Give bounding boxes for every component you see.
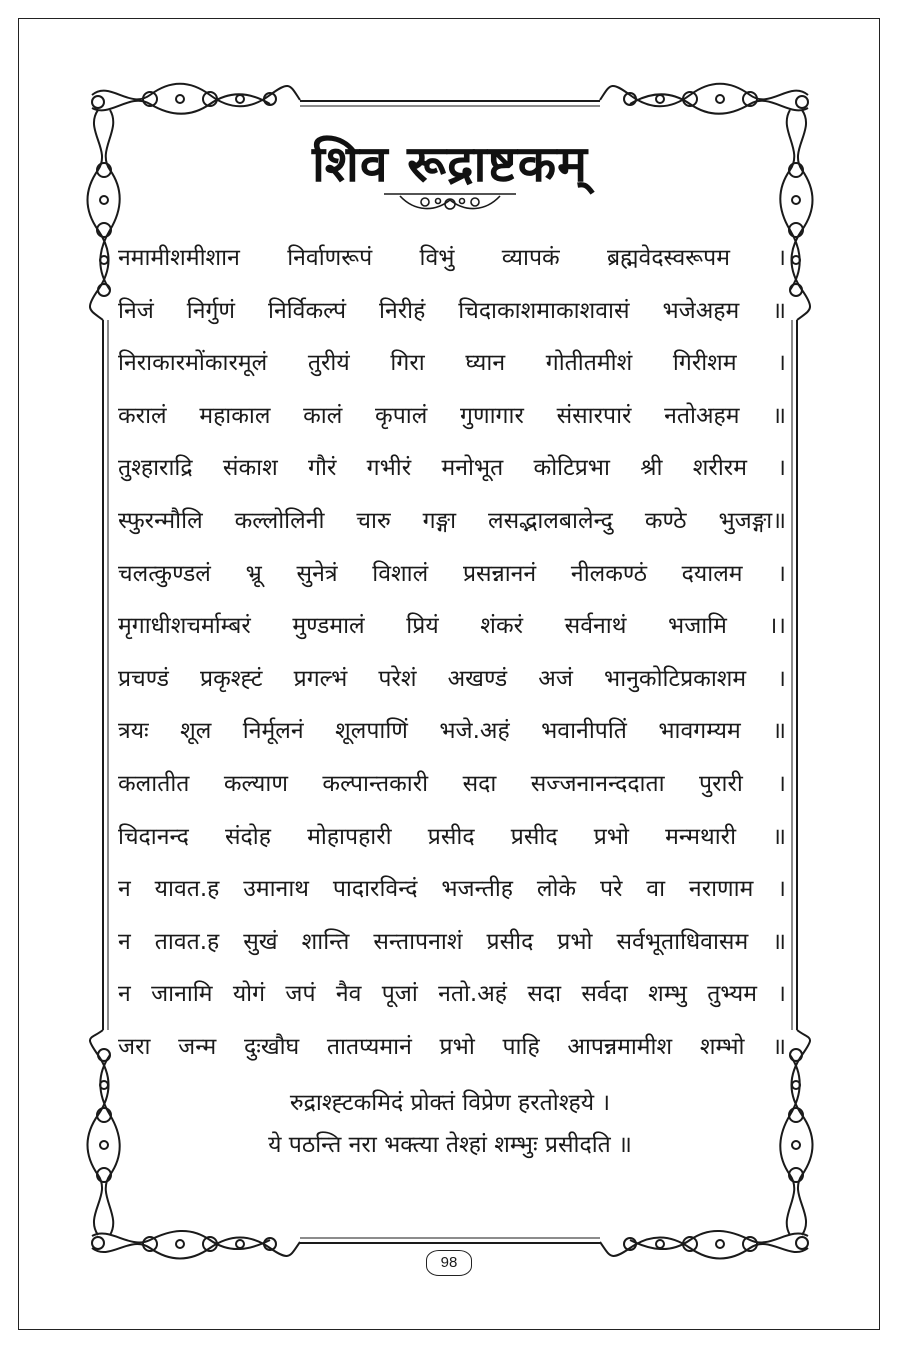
closing-line: ये पठन्ति नरा भक्त्या तेश्हां शम्भुः प्रसीदति ॥ [268, 1132, 632, 1158]
verse-line: स्फुरन्मौलि कल्लोलिनी चारु गङ्गा लसद्भालबालेन्दु कण्ठे भुजङ्गा॥ [118, 507, 786, 534]
closing-line: रुद्राश्ह्टकमिदं प्रोक्तं विप्रेण हरतोश्हये । [289, 1090, 611, 1116]
verse-line: चिदानन्द संदोह मोहापहारी प्रसीद प्रसीद प्रभो मन्मथारी ॥ [118, 823, 786, 850]
verse-line: न जानामि योगं जपं नैव पूजां नतो.अहं सदा सर्वदा शम्भु तुभ्यम । [118, 981, 786, 1008]
title-underline-flourish [380, 188, 520, 214]
verse-line: तुश्हाराद्रि संकाश गौरं गभीरं मनोभूत कोटिप्रभा श्री शरीरम । [118, 455, 786, 482]
bottom-flourish-right [600, 1231, 808, 1259]
verse-line: निजं निर्गुणं निर्विकल्पं निरीहं चिदाकाशमाकाशवासं भजेअहम ॥ [118, 297, 786, 324]
verse-line: कलातीत कल्याण कल्पान्तकारी सदा सज्जनानन्ददाता पुरारी । [118, 770, 786, 797]
verse-line: न तावत.ह सुखं शान्ति सन्तापनाशं प्रसीद प्रभो सर्वभूताधिवासम ॥ [118, 928, 786, 955]
verse-line: जरा जन्म दुःखौघ तातप्यमानं प्रभो पाहि आपन्नमामीश शम्भो ॥ [118, 1033, 786, 1060]
verse-line: निराकारमोंकारमूलं तुरीयं गिरा घ्यान गोतीतमीशं गिरीशम । [118, 350, 786, 377]
page-title: शिव रूद्राष्टकम् [311, 135, 588, 193]
verse-line: नमामीशमीशान निर्वाणरूपं विभुं व्यापकं ब्रह्मवेदस्वरूपम । [118, 245, 786, 271]
top-flourish-left [92, 84, 300, 114]
verse-line: करालं महाकाल कालं कृपालं गुणागार संसारपारं नतोअहम ॥ [118, 402, 786, 429]
verse-line: न यावत.ह उमानाथ पादारविन्दं भजन्तीह लोके परे वा नराणाम । [118, 876, 786, 903]
verse-line: चलत्कुण्डलं भ्रू सुनेत्रं विशालं प्रसन्नाननं नीलकण्ठं दयालम । [118, 560, 786, 587]
verse-line: प्रचण्डं प्रकृश्ह्टं प्रगल्भं परेशं अखण्डं अजं भानुकोटिप्रकाशम । [118, 665, 786, 692]
closing-shloka [0, 1082, 900, 1166]
verse-line: मृगाधीशचर्माम्बरं मुण्डमालं प्रियं शंकरं सर्वनाथं भजामि ।। [118, 613, 786, 640]
verse-line: त्रयः शूल निर्मूलनं शूलपाणिं भजे.अहं भवानीपतिं भावगम्यम ॥ [118, 718, 786, 745]
bottom-flourish-left [92, 1231, 300, 1259]
page-number: 98 [426, 1250, 472, 1276]
top-flourish-right [600, 84, 808, 114]
verse-list [118, 232, 786, 1074]
